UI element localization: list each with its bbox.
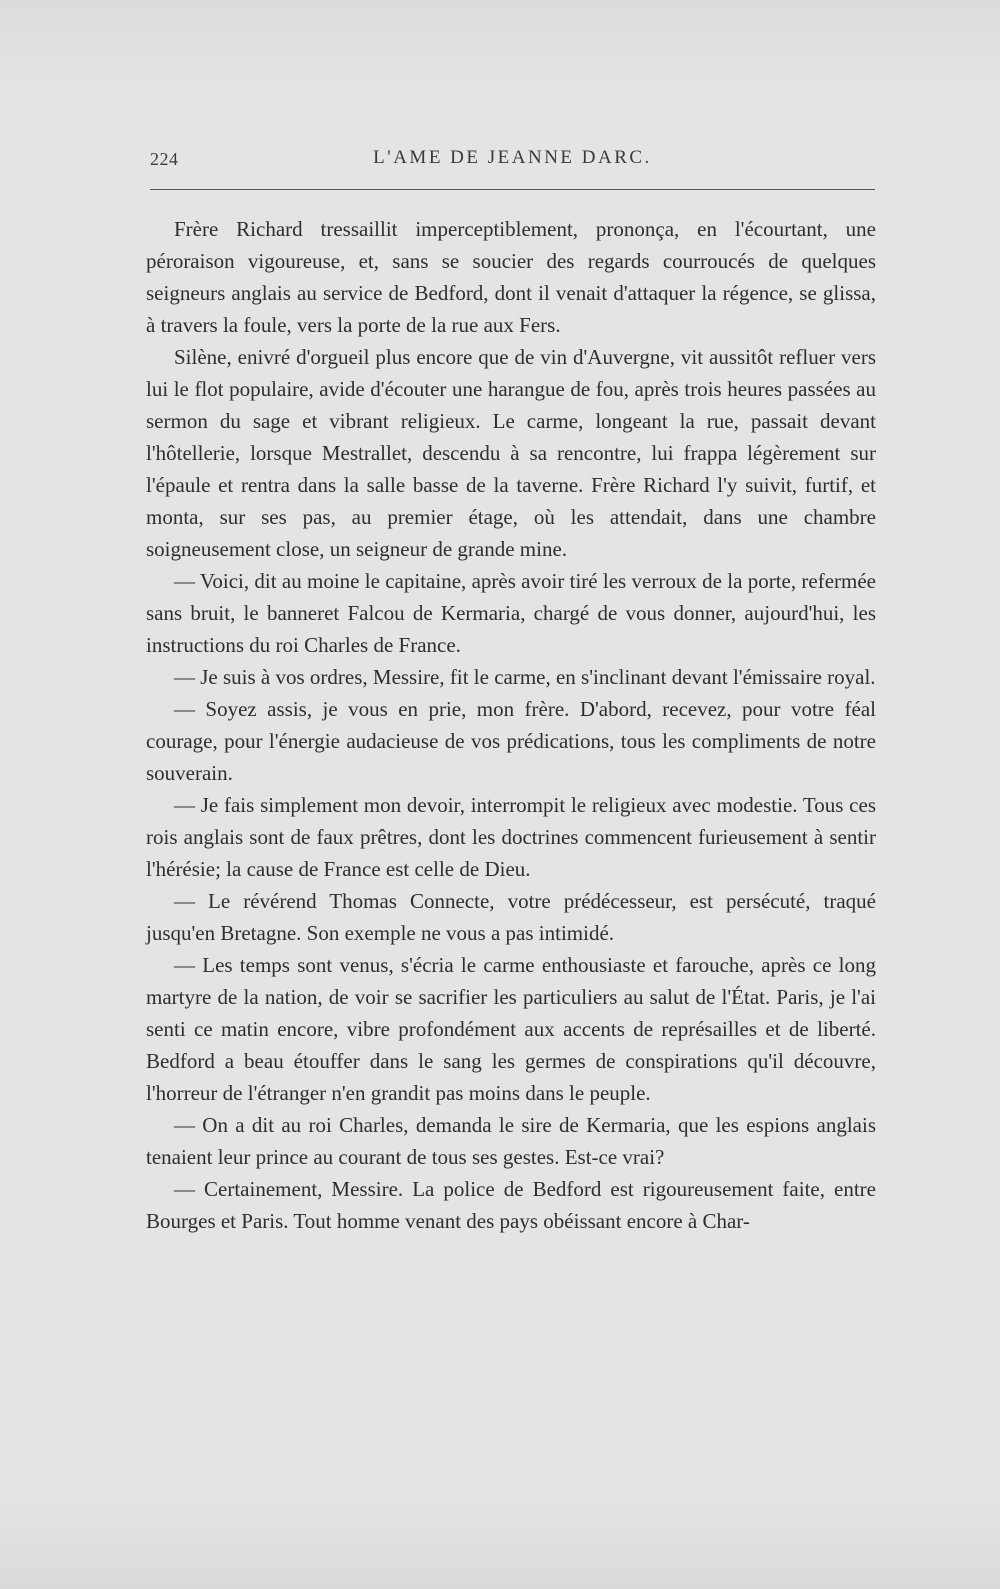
page-header — [150, 145, 875, 175]
paragraph: — Je suis à vos ordres, Messire, fit le carme, en s'inclinant devant l'émissaire royal. — [174, 665, 876, 689]
running-title: L'AME DE JEANNE DARC. — [373, 147, 652, 168]
header-rule — [150, 189, 875, 190]
paragraph: — Voici, dit au moine le capitaine, après avoir tiré les verroux de la porte, refermée sans bruit, le banneret Falcou de Kermaria, chargé de vous donner, aujourd'hui, les instructions du roi Charles de France. — [146, 569, 876, 657]
paragraph: — Soyez assis, je vous en prie, mon frère. D'abord, recevez, pour votre féal courage, pour l'énergie audacieuse de vos prédications, tous les compliments de notre souverain. — [146, 697, 876, 785]
paragraph: — Les temps sont venus, s'écria le carme enthousiaste et farouche, après ce long martyre de la nation, de voir se sacrifier les particuliers au salut de l'État. Paris, je l'ai senti ce matin encore, vibre profondément aux accents de représailles et de liberté. Bedford a beau étouffer dans le sang les germes de conspirations qu'il découvre, l'horreur de l'étranger n'en grandit pas moins dans le peuple. — [146, 953, 876, 1105]
paragraph: Frère Richard tressaillit imperceptiblement, prononça, en l'écourtant, une péroraison vigoureuse, et, sans se soucier des regards courroucés de quelques seigneurs anglais au service de Bedford, dont il venait d'attaquer la régence, se glissa, à travers la foule, vers la porte de la rue aux Fers. — [146, 217, 876, 337]
body-text — [146, 213, 876, 1237]
paragraph: — Je fais simplement mon devoir, interrompit le religieux avec modestie. Tous ces rois anglais sont de faux prêtres, dont les doctrines commencent furieusement à sentir l'hérésie; la cause de France est celle de Dieu. — [146, 793, 876, 881]
paragraph: — Certainement, Messire. La police de Bedford est rigoureusement faite, entre Bourges et Paris. Tout homme venant des pays obéissant encore à Char- — [146, 1177, 876, 1233]
paragraph: — Le révérend Thomas Connecte, votre prédécesseur, est persécuté, traqué jusqu'en Bretagne. Son exemple ne vous a pas intimidé. — [146, 889, 876, 945]
paragraph: — On a dit au roi Charles, demanda le sire de Kermaria, que les espions anglais tenaient leur prince au courant de tous ses gestes. Est-ce vrai? — [146, 1113, 876, 1169]
paragraph: Silène, enivré d'orgueil plus encore que de vin d'Auvergne, vit aussitôt refluer vers lui le flot populaire, avide d'écouter une harangue de fou, après trois heures passées au sermon du sage et vibrant religieux. Le carme, longeant la rue, passait devant l'hôtellerie, lorsque Mestrallet, descendu à sa rencontre, lui frappa légèrement sur l'épaule et rentra dans la salle basse de la taverne. Frère Richard l'y suivit, furtif, et monta, sur ses pas, au premier étage, où les attendait, dans une chambre soigneusement close, un seigneur de grande mine. — [146, 345, 876, 561]
page-number: 224 — [150, 149, 179, 169]
